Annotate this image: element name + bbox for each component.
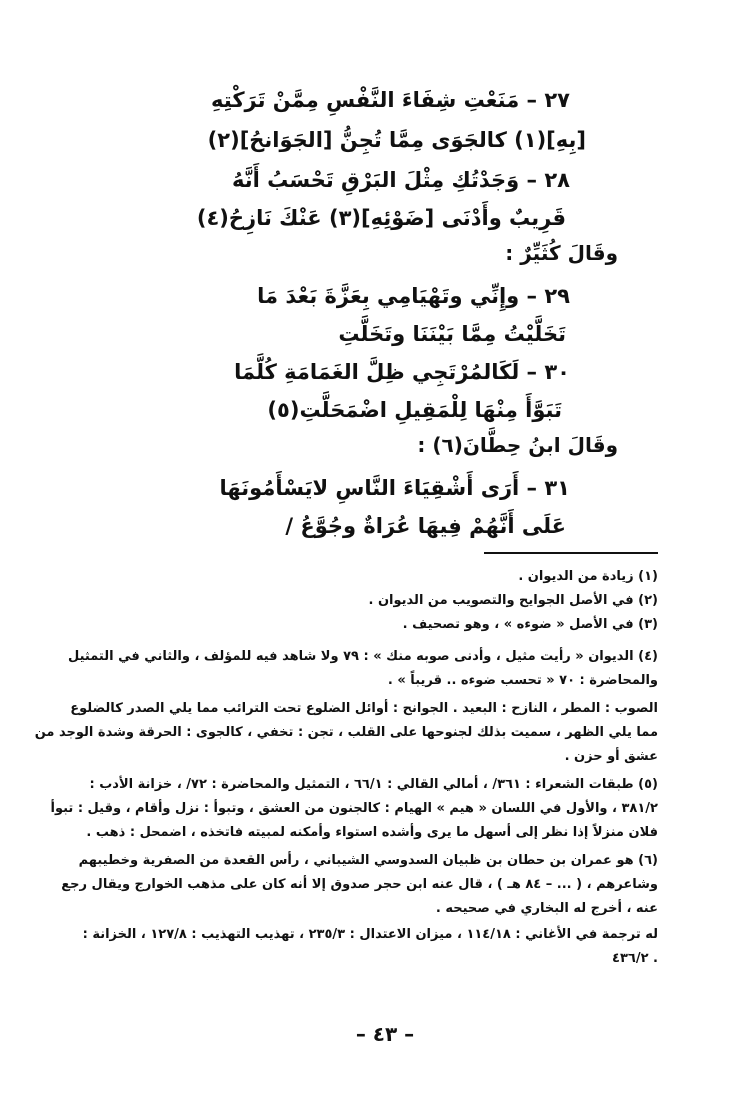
footnote-2: (٢) في الأصل الجوايح والتصويب من الديوان . — [368, 593, 658, 608]
footnote-1: (١) زيادة من الديوان . — [518, 569, 658, 584]
verse-28-second-hemistich: قَرِيبٌ وأَدْنَى [ضَوْئِهِ](٣) عَنْكَ نَازِحُ(٤) — [196, 206, 566, 230]
footnote-5-line-2: ٣٨١/٢ ، والأول في اللسان « هيم » الهيام : كالجنون من العشق ، وتبوأ : نزل وأقام ، وقيل : تبوأ — [50, 801, 658, 816]
footnote-6-line-2: وشاعرهم ، ( ... – ٨٤ هـ ) ، قال عنه ابن حجر صدوق إلا أنه كان على مذهب الخوارج ويقال رجع — [61, 877, 658, 892]
footnote-6-line-1: (٦) هو عمران بن حطان بن ظبيان السدوسي الشيباني ، رأس القعدة من الصفرية وخطيبهم — [78, 853, 658, 868]
footnote-6-line-4: له ترجمة في الأغاني : ١١٤/١٨ ، ميزان الاعتدال : ٢٣٥/٣ ، تهذيب التهذيب : ١٢٧/٨ ، الخزانة : — [82, 927, 658, 942]
intro-ibn-hittan: وقَالَ ابنُ حِطَّانَ(٦) : — [417, 433, 618, 457]
footnote-4-line-1: (٤) الديوان « رأيت مثيل ، وأدنى صوبه منك » : ٧٩ ولا شاهد فيه للمؤلف ، والثاني في التمثيل — [68, 649, 658, 664]
verse-30-second-hemistich: تَبَوَّأَ مِنْهَا لِلْمَقِيلِ اضْمَحَلَّتِ(٥) — [267, 398, 562, 422]
intro-kuthayyir: وقَالَ كُثَيِّرٌ : — [505, 241, 618, 265]
footnote-4-line-3: الصوب : المطر ، النازح : البعيد . الجوانح : أوائل الضلوع تحت الترائب مما يلي الصدر كالضلوع — [70, 701, 658, 716]
footnote-4-line-2: والمحاضرة : ٧٠ « تحسب ضوءه .. قريباً » . — [387, 673, 658, 688]
verse-28-first-hemistich: ٢٨ – وَجَدْتُكِ مِثْلَ البَرْقِ تَحْسَبُ أَنَّهُ — [231, 168, 570, 192]
verse-31-first-hemistich: ٣١ – أَرَى أَشْقِيَاءَ النَّاسِ لايَسْأَمُونَهَا — [219, 476, 570, 500]
verse-27-second-hemistich: [بِهِ](١) كالجَوَى مِمَّا تُجِنُّ [الجَوَانحُ](٢) — [207, 128, 586, 152]
page-number: – ٤٣ – — [355, 1022, 415, 1046]
verse-29-first-hemistich: ٢٩ – وإِنِّي وتَهْيَامِي بِعَزَّةَ بَعْدَ مَا — [257, 284, 570, 308]
footnote-6-line-3: عنه ، أخرج له البخاري في صحيحه . — [435, 901, 658, 916]
footnote-4-line-5: عشق أو حزن . — [564, 749, 658, 764]
verse-27-first-hemistich: ٢٧ – مَنَعْتِ شِفَاءَ النَّفْسِ مِمَّنْ تَرَكْتِهِ — [211, 88, 570, 112]
verse-31-second-hemistich: عَلَى أَنَّهُمْ فِيهَا عُرَاةٌ وجُوَّعُ / — [285, 514, 566, 538]
footnote-separator — [484, 552, 658, 554]
verse-30-first-hemistich: ٣٠ – لَكَالمُرْتَجِي ظِلَّ الغَمَامَةِ كُلَّمَا — [234, 360, 570, 384]
footnote-5-line-1: (٥) طبقات الشعراء : ٣٦١/ ، أمالي القالي : ٦٦/١ ، التمثيل والمحاضرة : ٧٢/ ، خزانة الأدب : — [89, 777, 658, 792]
footnote-4-line-4: مما يلي الظهر ، سميت بذلك لجنوحها على القلب ، تجن : تخفي ، كالجوى : الحرقة وشدة الوجد من — [34, 725, 658, 740]
verse-29-second-hemistich: تَخَلَّيْتُ مِمَّا بَيْنَنَا وتَخَلَّتِ — [338, 322, 566, 346]
footnote-5-line-3: فلان منزلاً إذا نظر إلى أسهل ما يرى وأشده استواء وأمكنه لمبيته فاتخذه ، اضمحل : ذهب . — [86, 825, 658, 840]
footnote-3: (٣) في الأصل « ضوءه » ، وهو تصحيف . — [402, 617, 658, 632]
footnote-6-line-5: ٤٣٦/٢ . — [612, 951, 658, 966]
